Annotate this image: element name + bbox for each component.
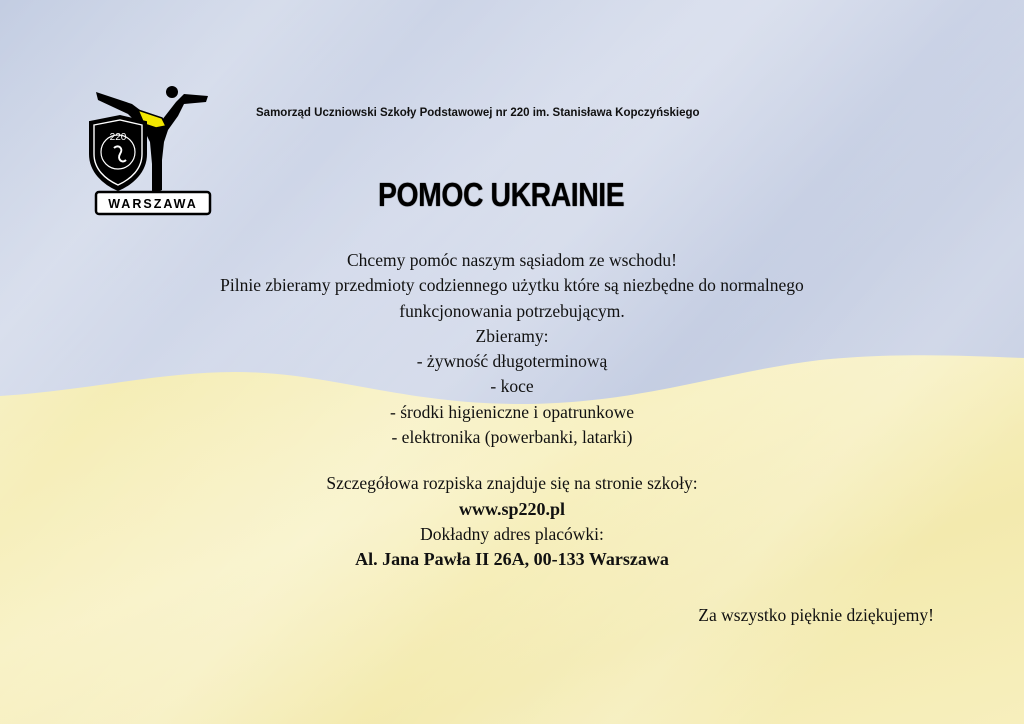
collection-heading: Zbieramy: (475, 325, 549, 346)
spacer (0, 450, 1024, 471)
page-title: POMOC UKRAINIE (378, 176, 625, 213)
shield-icon (90, 116, 146, 190)
organization-name: Samorząd Uczniowski Szkoły Podstawowej nr 220 im. Stanisława Kopczyńskiego (256, 107, 700, 119)
closing-thanks: Za wszystko pięknie dziękujemy! (698, 605, 934, 625)
logo-city: WARSZAWA (108, 197, 198, 211)
intro-line-2: Pilnie zbieramy przedmioty codziennego użytku które są niezbędne do normalnego (220, 275, 804, 296)
website-link[interactable]: www.sp220.pl (458, 498, 566, 519)
intro-line-1: Chcemy pomóc naszym sąsiadom ze wschodu! (347, 250, 677, 270)
address-text: Al. Jana Pawła II 26A, 00-133 Warszawa (355, 549, 669, 570)
address-label: Dokładny adres placówki: (420, 523, 604, 544)
school-logo (84, 80, 219, 220)
collection-item: - żywność długoterminową (416, 351, 608, 372)
collection-item: - elektronika (powerbanki, latarki) (391, 427, 633, 448)
logo-number: 220 (109, 132, 127, 143)
gymnast-head (166, 86, 178, 98)
collection-item: - środki higieniczne i opatrunkowe (390, 401, 634, 422)
list-info-text: Szczegółowa rozpiska znajduje się na stronie szkoły: (326, 473, 698, 494)
collection-item: - koce (490, 376, 534, 397)
intro-line-3: funkcjonowania potrzebującym. (399, 300, 625, 321)
announcement-body (0, 248, 1024, 573)
